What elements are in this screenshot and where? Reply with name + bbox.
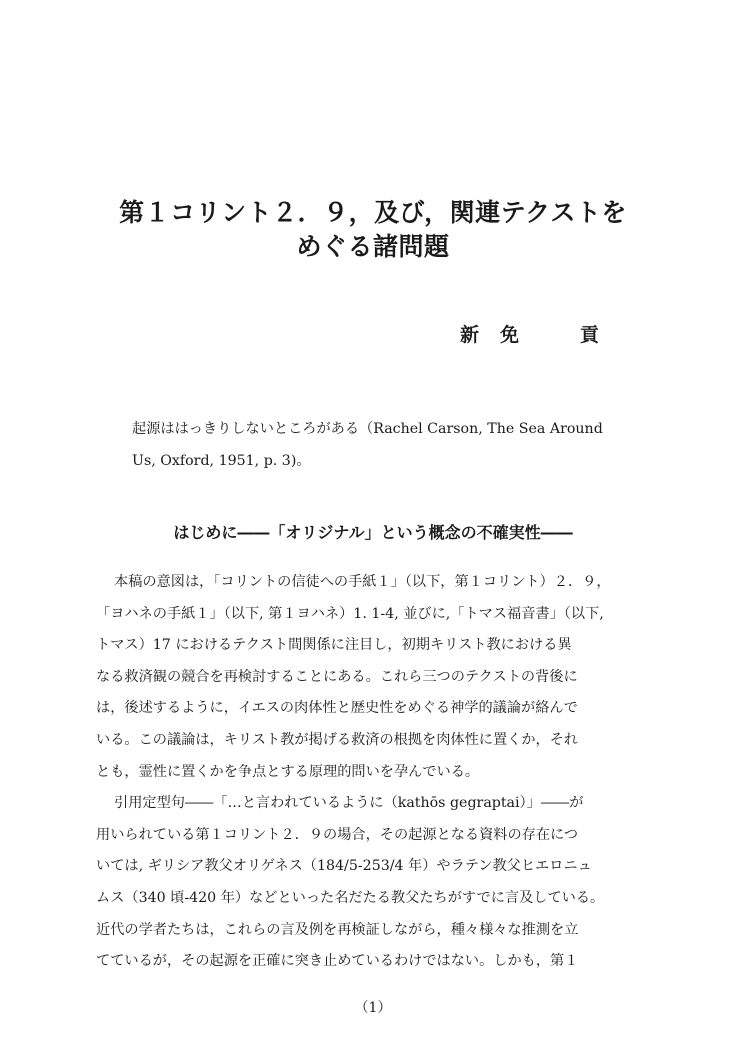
body-line: 本稿の意図は，「コリントの信徒への手紙１」（以下，第１コリント）２．９， xyxy=(114,574,611,590)
epigraph xyxy=(132,413,650,477)
body-line: とも，霊性に置くかを争点とする原理的問いを孕んでいる。 xyxy=(96,763,480,780)
body-line: 引用定型句――「…と言われているように（kathōs gegraptai）」――が xyxy=(114,795,584,812)
page-number: （1） xyxy=(354,1000,392,1016)
title-line: めぐる諸問題 xyxy=(296,232,450,261)
body-line: いる。この議論は，キリスト教が掲げる救済の根拠を肉体性に置くか，それ xyxy=(96,731,579,748)
epigraph-line: Us, Oxford, 1951, p. 3)。 xyxy=(132,453,311,469)
author-name: 新 免 貢 xyxy=(460,324,601,346)
paper-title xyxy=(80,196,666,264)
body-line: なる救済観の競合を再検討することにある。これら三つのテクストの背後に xyxy=(96,668,578,685)
body-line: 用いられている第１コリント２．９の場合，その起源となる資料の存在につ xyxy=(96,826,579,843)
epigraph-line: 起源ははっきりしないところがある（Rachel Carson, The Sea Around xyxy=(132,421,603,437)
section-heading: はじめに――「オリジナル」という概念の不確実性―― xyxy=(173,523,573,542)
body-line: てているが，その起源を正確に突き止めているわけではない。しかも，第１ xyxy=(96,953,579,970)
title-line: 第１コリント２．９，及び，関連テクストを xyxy=(119,198,627,227)
body-line: いては, ギリシア教父オリゲネス（184/5-253/4 年）やラテン教父ヒエロニュ xyxy=(96,858,592,875)
body-line: ムス（340 頃-420 年）などといった名だたる教父たちがすでに言及している。 xyxy=(96,889,605,906)
body-line: トマス）17 におけるテクスト間関係に注目し，初期キリスト教における異 xyxy=(96,637,572,654)
body-line: は，後述するように，イエスの肉体性と歴史性をめぐる神学的議論が絡んで xyxy=(96,700,578,717)
body-line: 近代の学者たちは，これらの言及例を再検証しながら，種々様々な推測を立 xyxy=(96,921,579,938)
body-line: 「ヨハネの手紙１」（以下, 第１ヨハネ）1. 1-4, 並びに,「トマス福音書」（以下, xyxy=(96,605,604,622)
body-text xyxy=(96,567,656,978)
